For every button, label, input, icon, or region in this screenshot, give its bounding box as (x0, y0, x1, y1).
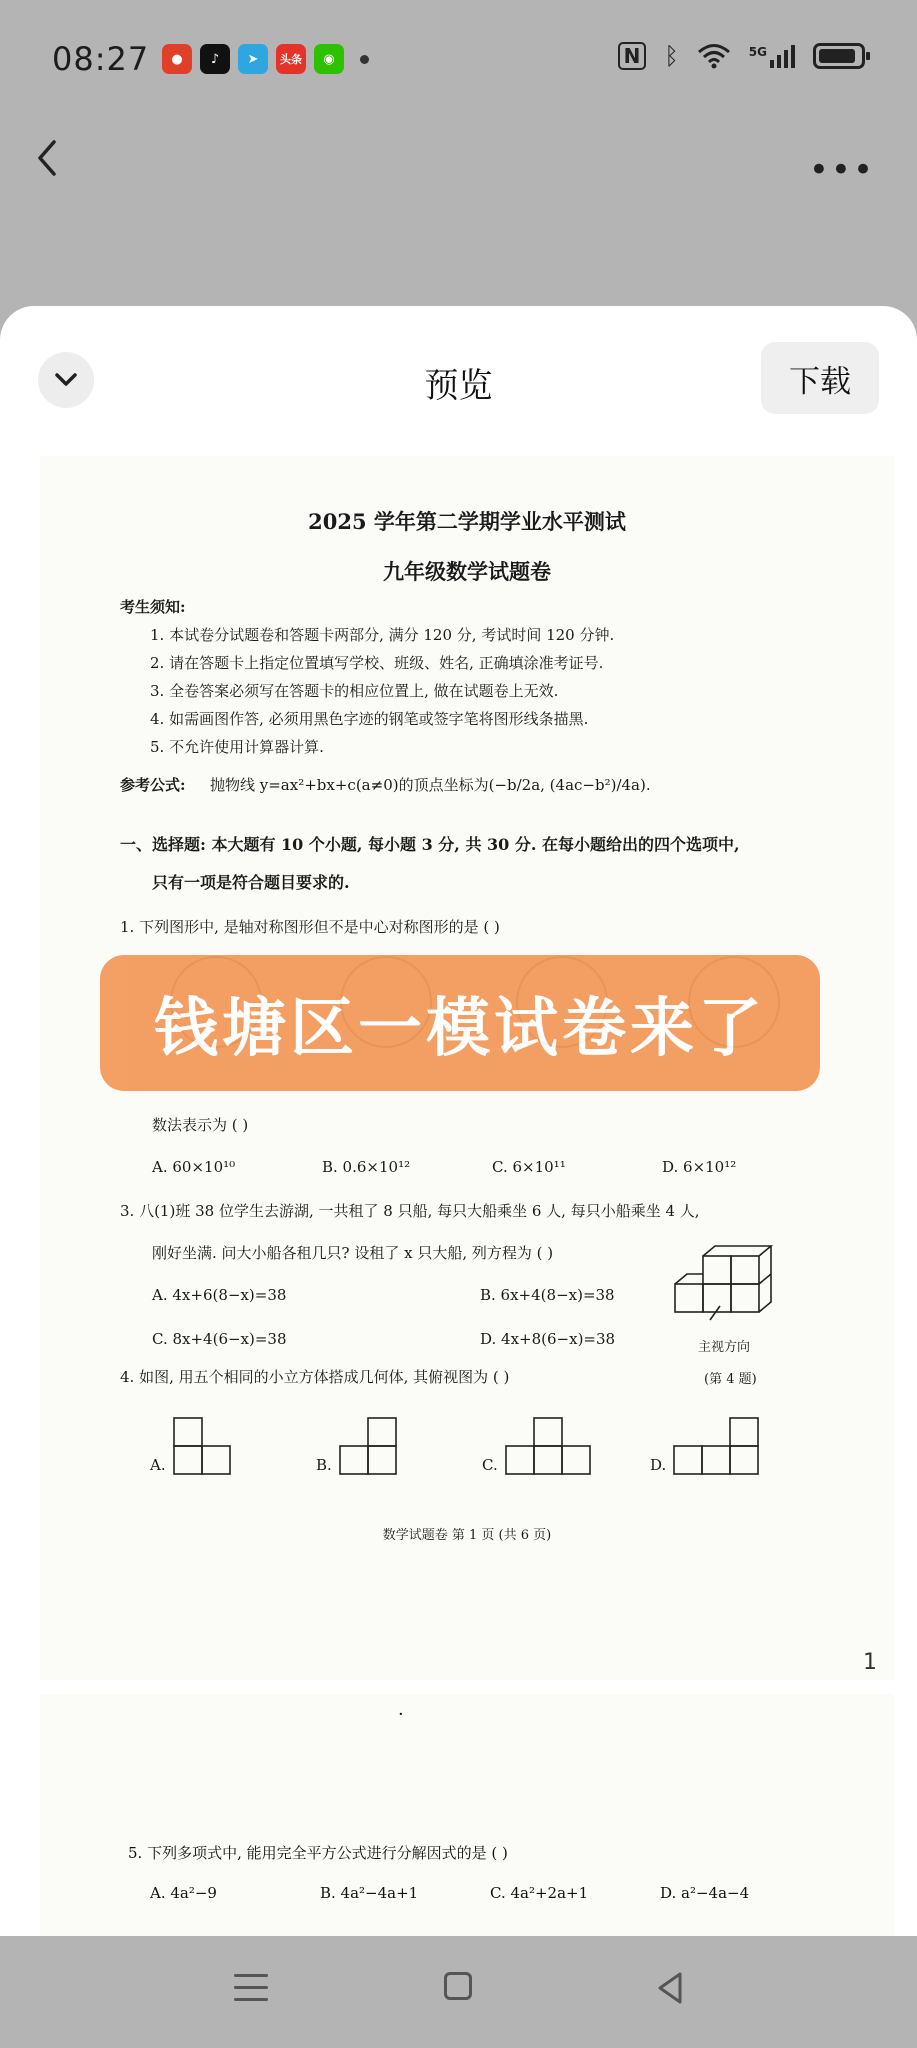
option-d: D. (650, 1456, 667, 1474)
sheet-header (0, 306, 917, 454)
notification-icons (162, 44, 369, 74)
news-app-icon: ● (162, 44, 192, 74)
section-heading-cont: 只有一项是符合题目要求的. (152, 873, 350, 892)
q4-option-a-figure (172, 1416, 232, 1476)
recent-apps-button[interactable] (234, 1974, 268, 2002)
navigation-bar (0, 1936, 917, 2048)
question-5: 5. 下列多项式中, 能用完全平方公式进行分解因式的是 ( ) (128, 1844, 508, 1862)
notice-item: 3. 全卷答案必须写在答题卡的相应位置上, 做在试题卷上无效. (150, 682, 559, 700)
sheet-title: 预览 (424, 366, 493, 406)
option-d: D. 6×10¹² (662, 1158, 737, 1176)
5g-signal-icon: 5G (749, 45, 795, 68)
page-footer: 数学试题卷 第 1 页 (共 6 页) (382, 1528, 552, 1543)
question-3: 3. 八(1)班 38 位学生去游湖, 一共租了 8 只船, 每只大船乘坐 6 人, 每只小船乘坐 4 人, (120, 1202, 700, 1220)
battery-icon (813, 43, 865, 69)
question-2-tail: 数法表示为 ( ) (152, 1116, 249, 1134)
q5-options (150, 1884, 830, 1902)
stray-dot: · (398, 1704, 404, 1725)
preview-sheet (0, 306, 917, 1936)
option-a: A. 60×10¹⁰ (152, 1158, 236, 1176)
q4-cube-figure (670, 1244, 790, 1334)
promo-banner: 钱塘区一模试卷来了 (100, 955, 820, 1091)
wifi-icon (697, 43, 731, 69)
q4-option-b-figure (338, 1416, 398, 1476)
notice-item: 4. 如需画图作答, 必须用黑色字迹的钢笔或签字笔将图形线条描黑. (150, 710, 589, 728)
exam-subtitle: 九年级数学试题卷 (383, 559, 551, 584)
more-options-button[interactable]: ••• (808, 150, 875, 190)
bluetooth-icon: ᛒ (664, 42, 679, 70)
download-button[interactable]: 下载 (761, 342, 879, 414)
back-triangle-icon[interactable] (654, 1970, 686, 2006)
formula-text: 抛物线 y=ax²+bx+c(a≠0)的顶点坐标为(−b/2a, (4ac−b²)/4a). (210, 776, 651, 794)
home-button[interactable] (444, 1972, 472, 2000)
formula-heading: 参考公式: (120, 776, 186, 794)
more-notifications-icon (360, 55, 369, 64)
question-1: 1. 下列图形中, 是轴对称图形但不是中心对称图形的是 ( ) (120, 918, 500, 936)
option-c: C. 6×10¹¹ (492, 1158, 566, 1176)
exam-title: 2025 学年第二学期学业水平测试 (308, 509, 626, 534)
option-a: A. 4x+6(8−x)=38 (152, 1286, 287, 1304)
option-c: C. (482, 1456, 498, 1474)
clock: 08:27 (52, 40, 150, 78)
option-b: B. 4a²−4a+1 (320, 1884, 419, 1902)
option-a: A. 4a²−9 (150, 1884, 217, 1902)
option-c: C. 8x+4(6−x)=38 (152, 1330, 287, 1348)
q4-figure-caption: (第 4 题) (704, 1372, 757, 1387)
nfc-icon: N (618, 42, 647, 70)
q4-option-c-figure (504, 1416, 592, 1476)
option-b: B. (316, 1456, 332, 1474)
system-icons (618, 42, 865, 70)
q2-options (152, 1158, 832, 1176)
option-c: C. 4a²+2a+1 (490, 1884, 589, 1902)
option-b: B. 6x+4(8−x)=38 (480, 1286, 615, 1304)
tiktok-icon: ♪ (200, 44, 230, 74)
notice-item: 2. 请在答题卡上指定位置填写学校、班级、姓名, 正确填涂准考证号. (150, 654, 604, 672)
notice-item: 1. 本试卷分试题卷和答题卡两部分, 满分 120 分, 考试时间 120 分钟. (150, 626, 615, 644)
option-a: A. (150, 1456, 166, 1474)
question-4: 4. 如图, 用五个相同的小立方体搭成几何体, 其俯视图为 ( ) (120, 1368, 510, 1386)
page-number: 1 (863, 1650, 877, 1675)
question-3-cont: 刚好坐满. 问大小船各租几只? 设租了 x 只大船, 列方程为 ( ) (152, 1244, 554, 1262)
q4-figure-label: 主视方向 (698, 1340, 751, 1355)
document-page-2[interactable] (40, 1694, 894, 1936)
wechat-icon: ◉ (314, 44, 344, 74)
option-b: B. 0.6×10¹² (322, 1158, 411, 1176)
option-d: D. 4x+8(6−x)=38 (480, 1330, 616, 1348)
q4-option-d-figure (672, 1416, 760, 1476)
option-d: D. a²−4a−4 (660, 1884, 750, 1902)
notice-heading: 考生须知: (120, 598, 186, 616)
status-bar (0, 0, 917, 120)
back-arrow-icon[interactable] (28, 134, 68, 182)
section-heading: 一、选择题: 本大题有 10 个小题, 每小题 3 分, 共 30 分. 在每小题给出的四个选项中, (120, 835, 740, 854)
notice-item: 5. 不允许使用计算器计算. (150, 738, 324, 756)
telegram-icon: ➤ (238, 44, 268, 74)
toutiao-icon: 头条 (276, 44, 306, 74)
